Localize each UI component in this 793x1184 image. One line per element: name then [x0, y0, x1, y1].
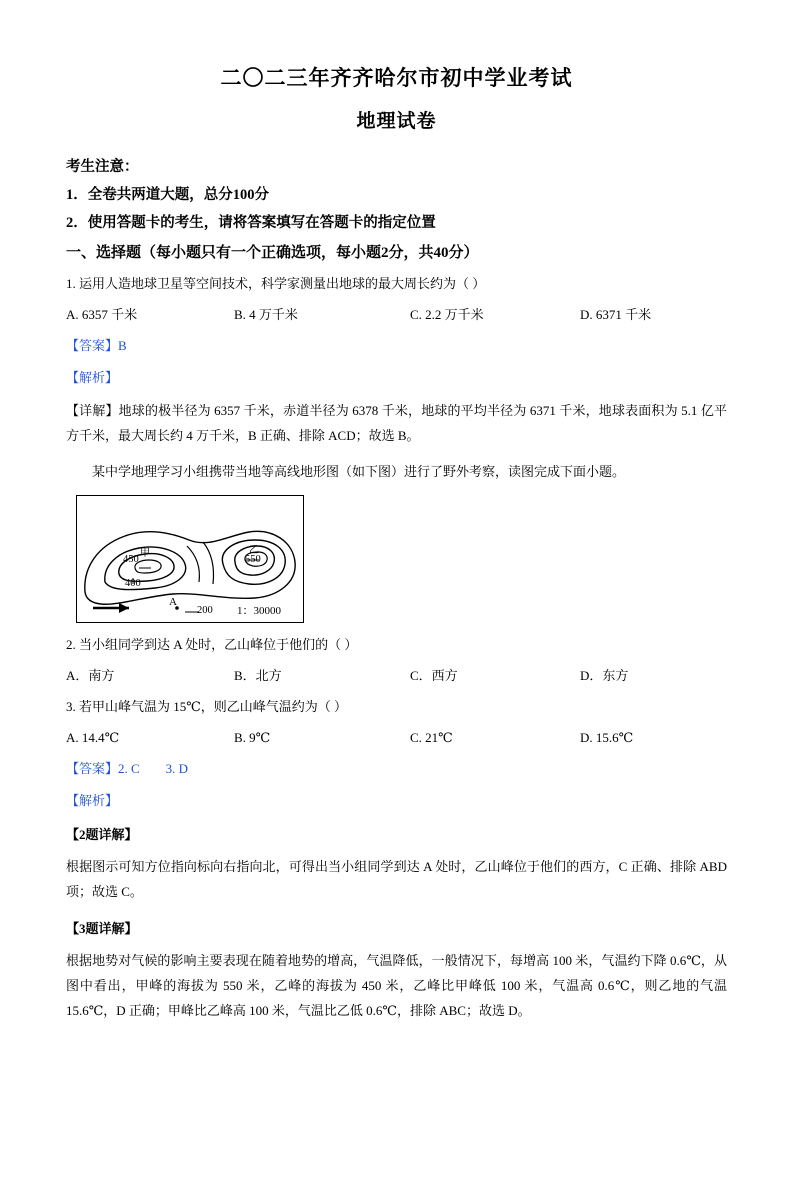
answer-label-2: 【答案】 [66, 761, 119, 777]
question-3-option-d[interactable]: D. 15.6℃ [580, 729, 634, 745]
detail-2-heading: 【2题详解】 [66, 827, 138, 843]
peak-label-yi: 乙 [249, 545, 259, 557]
question-23-answer [66, 759, 727, 779]
question-2-option-b[interactable]: B．北方 [234, 667, 282, 683]
page-subtitle: 地理试卷 [356, 111, 437, 132]
question-23-analysis-label: 【解析】 [66, 792, 119, 808]
exam-page [0, 62, 793, 1184]
contour-label-550: 550 [245, 554, 261, 566]
notice-line-1: 1．全卷共两道大题，总分100分 [66, 187, 269, 203]
material-text: 某中学地理学习小组携带当地等高线地形图（如下图）进行了野外考察，读图完成下面小题。 [92, 464, 626, 480]
section-heading: 一、选择题（每小题只有一个正确选项，每小题2分，共40分） [66, 245, 479, 261]
notice-line-2: 2．使用答题卡的考生，请将答案填写在答题卡的指定位置 [66, 215, 436, 231]
question-1-analysis-label: 【解析】 [66, 369, 119, 385]
question-3-option-b[interactable]: B. 9℃ [234, 729, 271, 745]
contour-label-450: 450 [123, 554, 139, 566]
question-1-stem: 1. 运用人造地球卫星等空间技术，科学家测量出地球的最大周长约为（ ） [66, 276, 486, 291]
figure-container [76, 495, 727, 623]
contour-label-200: 200 [197, 605, 213, 617]
question-3-option-a[interactable]: A. 14.4℃ [66, 729, 120, 745]
answer-label: 【答案】 [66, 338, 119, 353]
question-2-option-c[interactable]: C．西方 [410, 667, 458, 683]
question-1-detail: 【详解】地球的极半径为 6357 千米，赤道半径为 6378 千米，地球的平均半径为 6371 千米，地球表面积为 5.1 亿平方千米，最大周长约 4 万千米，B 正确、排除 ACD；故选 B。 [66, 403, 727, 443]
detail-3-heading: 【3题详解】 [66, 921, 138, 937]
question-3-option-c[interactable]: C. 21℃ [410, 729, 453, 745]
question-3-options [66, 728, 727, 748]
map-scale: 1：30000 [237, 605, 281, 618]
answer-value-2: 2. C 3. D [118, 761, 189, 777]
question-1-option-b[interactable]: B. 4 万千米 [234, 306, 298, 322]
point-label-a: A [169, 596, 177, 609]
question-2-options [66, 666, 727, 686]
question-1-answer [66, 336, 727, 356]
contour-label-400: 400 [125, 578, 141, 590]
question-1-option-d[interactable]: D. 6371 千米 [580, 306, 652, 322]
question-2-stem: 2. 当小组同学到达 A 处时，乙山峰位于他们的（ ） [66, 637, 358, 653]
notice-heading: 考生注意： [66, 159, 139, 175]
detail-2-text: 根据图示可知方位指向标向右指向北，可得出当小组同学到达 A 处时，乙山峰位于他们的西方，C 正确、排除 ABD 项；故选 C。 [66, 859, 727, 899]
question-1-option-a[interactable]: A. 6357 千米 [66, 306, 138, 322]
page-title: 二〇二三年齐齐哈尔市初中学业考试 [220, 66, 573, 90]
question-1-options [66, 305, 727, 325]
peak-label-jia: 甲 [140, 548, 150, 560]
question-2-option-a[interactable]: A．南方 [66, 667, 115, 683]
answer-value: B [118, 338, 127, 353]
contour-map [76, 495, 304, 623]
question-1-option-c[interactable]: C. 2.2 万千米 [410, 306, 484, 322]
question-3-stem: 3. 若甲山峰气温为 15℃，则乙山峰气温约为（ ） [66, 699, 348, 715]
question-2-option-d[interactable]: D．东方 [580, 667, 629, 683]
detail-3-text: 根据地势对气候的影响主要表现在随着地势的增高，气温降低，一般情况下，每增高 100 米，气温约下降 0.6℃，从图中看出，甲峰的海拔为 550 米，乙峰的海拔为 450 米，乙峰比甲峰低 100 米，气温高 0.6℃，则乙地的气温 15.6℃，D 正确；甲峰比乙峰高 100 米，气温比乙低 0.6℃，排除 ABC；故选 D。 [66, 953, 727, 1018]
